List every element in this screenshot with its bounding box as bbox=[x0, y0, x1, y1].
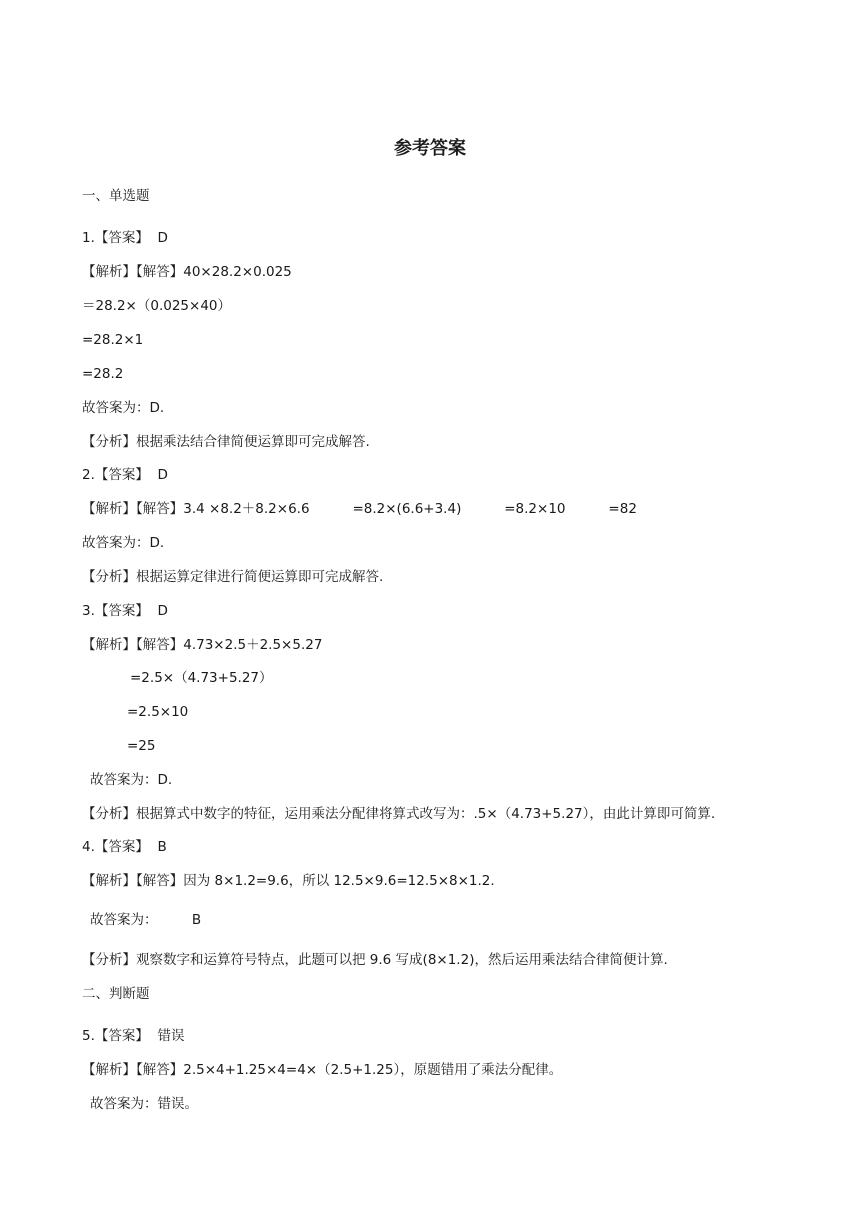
page-title: 参考答案 bbox=[394, 138, 466, 159]
conclusion-line-q5: 故答案为：错误。 bbox=[90, 1096, 198, 1112]
analysis-line-q4: 【分析】观察数字和运算符号特点，此题可以把 9.6 写成(8×1.2)，然后运用乘法结合律简便计算. bbox=[82, 952, 668, 968]
conclusion-line-q4: 故答案为： B bbox=[90, 912, 202, 928]
explanation-line-q3: 【解析】【解答】4.73×2.5＋2.5×5.27 bbox=[82, 637, 323, 653]
explanation-line-q2: 【解析】【解答】3.4 ×8.2＋8.2×6.6 =8.2×(6.6+3.4) =8.2×10 =82 bbox=[82, 501, 637, 517]
analysis-line-q2: 【分析】根据运算定律进行简便运算即可完成解答. bbox=[82, 569, 384, 585]
answer-line-q3: 3.【答案】 D bbox=[82, 603, 168, 619]
explanation-line-q4: 【解析】【解答】因为 8×1.2=9.6，所以 12.5×9.6=12.5×8×1.2. bbox=[82, 873, 495, 889]
conclusion-line-q2: 故答案为：D. bbox=[82, 535, 165, 551]
answer-line-q1: 1.【答案】 D bbox=[82, 230, 168, 246]
section-heading-single-choice: 一、单选题 bbox=[82, 188, 150, 204]
calc-step-q3-1: =2.5×（4.73+5.27） bbox=[130, 670, 273, 686]
calc-step-q1-2: =28.2×1 bbox=[82, 332, 144, 348]
calc-step-q1-1: ＝28.2×（0.025×40） bbox=[82, 298, 232, 314]
calc-step-q1-3: =28.2 bbox=[82, 366, 124, 382]
analysis-line-q3: 【分析】根据算式中数字的特征，运用乘法分配律将算式改写为：.5×（4.73+5.27），由此计算即可简算. bbox=[82, 806, 716, 822]
answer-line-q5: 5.【答案】 错误 bbox=[82, 1028, 185, 1044]
answer-line-q2: 2.【答案】 D bbox=[82, 467, 168, 483]
calc-step-q3-3: =25 bbox=[127, 738, 156, 754]
conclusion-line-q1: 故答案为：D. bbox=[82, 400, 165, 416]
calc-step-q3-2: =2.5×10 bbox=[127, 704, 189, 720]
conclusion-line-q3: 故答案为：D. bbox=[90, 772, 173, 788]
analysis-line-q1: 【分析】根据乘法结合律简便运算即可完成解答. bbox=[82, 434, 370, 450]
explanation-line-q1: 【解析】【解答】40×28.2×0.025 bbox=[82, 264, 292, 280]
answer-line-q4: 4.【答案】 B bbox=[82, 839, 167, 855]
explanation-line-q5: 【解析】【解答】2.5×4+1.25×4=4×（2.5+1.25），原题错用了乘法分配律。 bbox=[82, 1062, 563, 1078]
section-heading-true-false: 二、判断题 bbox=[82, 986, 150, 1002]
